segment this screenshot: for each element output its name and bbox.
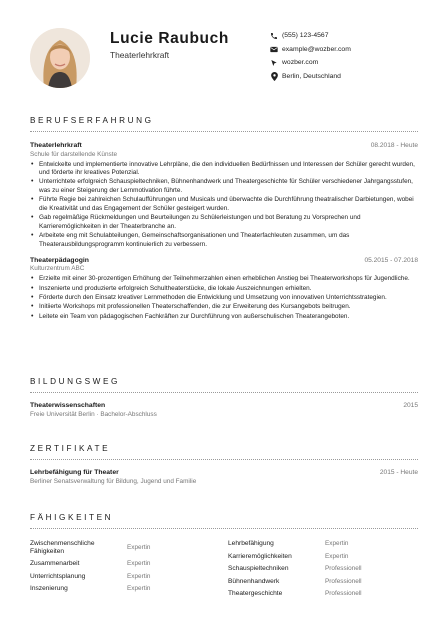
skill-name: Schauspieltechniken xyxy=(228,565,289,572)
skill-level: Expertin xyxy=(325,552,349,560)
contact-list xyxy=(269,29,351,83)
section-title: BILDUNGSWEG xyxy=(30,377,121,386)
skill-name: Inszenierung xyxy=(30,585,68,592)
entry-date: 05.2015 - 07.2018 xyxy=(364,256,418,264)
entry-organization: Berliner Senatsverwaltung für Bildung, Jugend und Familie xyxy=(30,477,197,485)
list-item: • Inszenierte und produzierte erfolgreich Schultheaterstücke, die lokale Auszeichnungen erhielten. xyxy=(30,285,418,294)
skill-name: Lehrbefähigung xyxy=(228,540,274,547)
skill-level: Expertin xyxy=(127,585,151,592)
skill-name: Bühnenhandwerk xyxy=(228,577,280,585)
list-item: • Führte Regie bei zahlreichen Schulaufführungen und Musicals und überwachte die Durchführung theatralischer Darbietungen, wobei die Kreativität und das Engagement der Schüler gesteigert wurden. xyxy=(30,196,418,213)
entry-title: Theaterwissenschaften xyxy=(30,402,106,409)
mail-icon xyxy=(269,44,279,54)
entry-organization: Kulturzentrum ABC xyxy=(30,265,85,273)
experience-entry xyxy=(30,142,418,250)
list-item: • Unterrichtete erfolgreich Schauspieltechniken, Bühnenhandwerk und Theatergeschichte für Schüler verschiedener Jahrgangsstufen, was zu einer Steigerung der Lernmotivation führte. xyxy=(30,178,418,195)
entry-title: Theaterlehrkraft xyxy=(30,142,82,149)
contact-website[interactable] xyxy=(269,56,351,70)
list-item: • Erzielte mit einer 30-prozentigen Erhöhung der Teilnehmerzahlen einen erheblichen Anstieg bei Theaterworkshops für Jugendliche. xyxy=(30,275,418,284)
skill-level: Expertin xyxy=(127,544,151,551)
section-divider xyxy=(30,528,418,529)
list-item: • Arbeitete eng mit Schulabteilungen, Gemeinschaftsorganisationen und Theaterfachleuten zusammen, um das Theaterausbildungsprogramm kontinuierlich zu verbessern. xyxy=(30,232,418,249)
entry-title: Lehrbefähigung für Theater xyxy=(30,469,119,476)
avatar xyxy=(30,28,90,88)
section-divider xyxy=(30,459,418,460)
entry-date: 2015 - Heute xyxy=(379,469,418,476)
skill-name: Zwischenmenschliche Fähigkeiten xyxy=(30,540,95,555)
link-icon xyxy=(269,58,279,68)
bullet-list xyxy=(30,161,418,250)
section-divider xyxy=(30,131,418,132)
contact-phone xyxy=(269,29,351,43)
candidate-name: Lucie Raubuch xyxy=(110,30,229,47)
skill-level: Expertin xyxy=(127,560,151,567)
entry-organization: Freie Universität Berlin · Bachelor-Abschluss xyxy=(30,410,157,418)
job-title: Theaterlehrkraft xyxy=(110,50,170,60)
phone-text: (555) 123-4567 xyxy=(282,32,329,40)
skill-level: Professionell xyxy=(325,590,362,597)
experience-entry xyxy=(30,257,418,322)
skills-section xyxy=(30,513,418,606)
list-item: • Initiierte Workshops mit professionellen Theaterschaffenden, die zur Erweiterung des Kursangebots beitrugen. xyxy=(30,303,418,312)
skill-name: Karrieremöglichkeiten xyxy=(228,552,292,560)
website-text: wozber.com xyxy=(282,59,319,67)
skills-grid xyxy=(30,540,418,606)
education-section xyxy=(30,377,418,418)
certificates-section xyxy=(30,444,418,485)
skill-name: Zusammenarbeit xyxy=(30,560,80,567)
bullet-list xyxy=(30,275,418,321)
skill-name: Unterrichtsplanung xyxy=(30,572,86,580)
list-item: • Entwickelte und implementierte innovative Lehrpläne, die den individuellen Bedürfnissen und Interessen der Schüler gerecht wurden, und förderte ihr kreatives Potenzial. xyxy=(30,161,418,178)
contact-location xyxy=(269,70,351,84)
location-pin-icon xyxy=(269,71,279,81)
contact-email[interactable] xyxy=(269,43,351,57)
resume-header xyxy=(30,26,430,96)
entry-date: 08.2018 - Heute xyxy=(370,142,418,149)
email-text: example@wozber.com xyxy=(282,45,351,53)
skill-level: Professionell xyxy=(325,565,362,572)
section-divider xyxy=(30,392,418,393)
list-item: • Förderte durch den Einsatz kreativer Lernmethoden die Entwicklung und Umsetzung von innovativen Unterrichtsstrategien. xyxy=(30,294,418,303)
profile-photo xyxy=(30,28,90,88)
skill-level: Expertin xyxy=(127,572,151,580)
list-item: • Gab regelmäßige Rückmeldungen und Beurteilungen zu Schülerleistungen und bot Beratung zu Vorsprechen und Karrieremöglichkeiten in der Theaterbranche an. xyxy=(30,214,418,231)
certificate-entry xyxy=(30,469,418,485)
entry-date: 2015 xyxy=(403,402,418,409)
skill-level: Professionell xyxy=(325,577,362,585)
section-title: BERUFSERFAHRUNG xyxy=(30,116,154,125)
skill-level: Expertin xyxy=(325,540,349,547)
skill-name: Theatergeschichte xyxy=(228,590,283,597)
location-text: Berlin, Deutschland xyxy=(282,72,341,80)
section-title: ZERTIFIKATE xyxy=(30,444,111,453)
list-item: • Leitete ein Team von pädagogischen Fachkräften zur Durchführung von außerschulischen Theaterangeboten. xyxy=(30,313,418,322)
entry-title: Theaterpädagogin xyxy=(30,256,89,264)
education-entry xyxy=(30,402,418,418)
experience-section xyxy=(30,116,418,322)
section-title: FÄHIGKEITEN xyxy=(30,513,114,522)
entry-organization: Schule für darstellende Künste xyxy=(30,150,118,158)
phone-icon xyxy=(269,31,279,41)
